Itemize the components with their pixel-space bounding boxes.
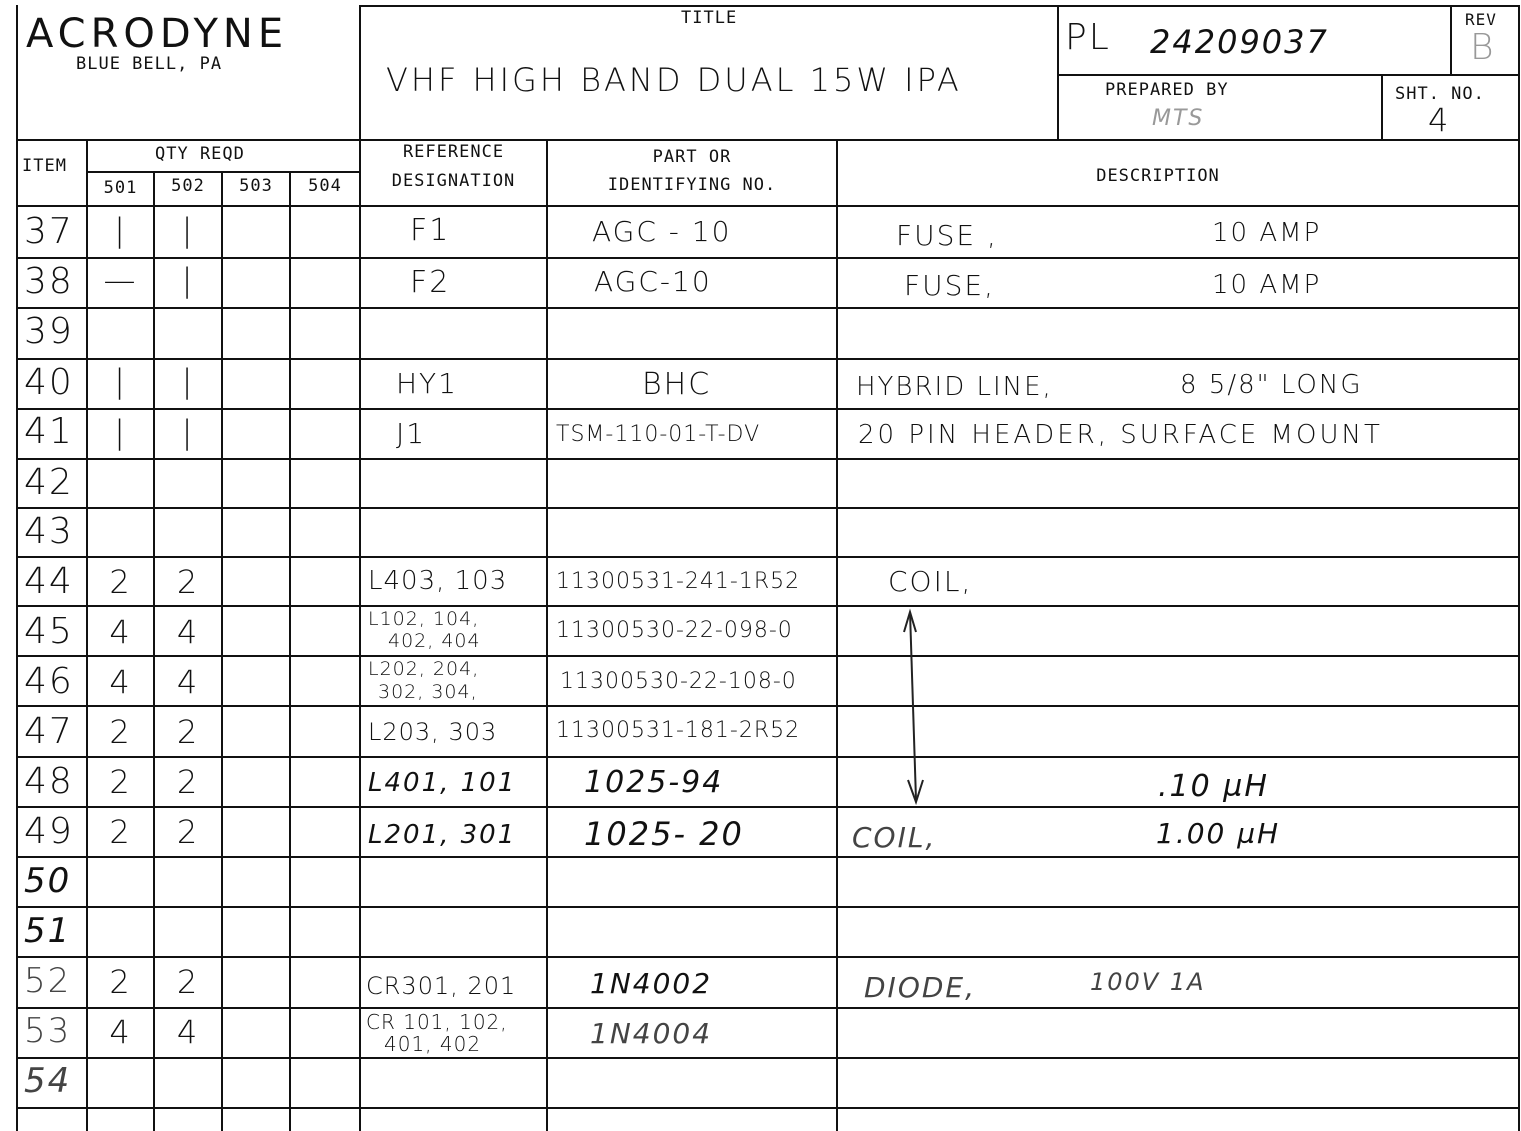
reference-designation: L201, 301 <box>368 820 517 850</box>
qty-501: 2 <box>109 813 132 851</box>
reference-designation-cont: 402, 404 <box>388 630 481 652</box>
qty-501: 2 <box>109 713 132 751</box>
item-number: 53 <box>24 1011 72 1051</box>
item-number: 40 <box>24 362 74 403</box>
qty-502: 2 <box>176 763 200 801</box>
description-detail: 10 AMP <box>1212 270 1322 300</box>
part-list-number: 24209037 <box>1150 23 1329 61</box>
part-number: 11300530-22-098-0 <box>556 618 793 643</box>
part-number: BHC <box>642 367 712 402</box>
col-ref-header-1: REFERENCE <box>402 142 505 162</box>
reference-designation-cont: 401, 402 <box>384 1032 482 1056</box>
col-description-header: DESCRIPTION <box>1096 166 1220 186</box>
row-line <box>16 1007 1519 1009</box>
qty-502: 2 <box>176 813 200 851</box>
row-line <box>16 856 1519 858</box>
part-number: 11300531-181-2R52 <box>556 718 801 743</box>
item-number: 42 <box>24 462 74 503</box>
item-number: 44 <box>24 561 74 602</box>
qty-501: 4 <box>109 1013 132 1051</box>
item-number: 46 <box>24 661 74 702</box>
sheet-number: 4 <box>1428 101 1451 139</box>
part-list-prefix: PL <box>1065 17 1111 58</box>
qty-502: 2 <box>176 963 200 1001</box>
item-number: 48 <box>24 761 74 802</box>
item-number: 38 <box>24 261 74 302</box>
qty-502: 2 <box>176 563 200 601</box>
row-line <box>16 358 1519 360</box>
row-line <box>16 1107 1519 1109</box>
reference-designation: L401, 101 <box>368 768 517 798</box>
qty-502: 2 <box>176 713 200 751</box>
item-number: 45 <box>24 611 74 652</box>
reference-designation: F2 <box>410 265 451 300</box>
ditto-arrow <box>896 608 936 808</box>
reference-designation-cont: 302, 304, <box>378 681 478 703</box>
qty-header-divider <box>86 171 359 173</box>
col-qty-504: 504 <box>308 176 342 196</box>
divider-pl-prepared <box>1057 74 1519 76</box>
reference-designation: L403, 103 <box>368 566 508 596</box>
qty-501: 2 <box>109 763 132 801</box>
reference-designation: CR 101, 102, <box>366 1010 508 1034</box>
row-line <box>16 605 1519 607</box>
description: HYBRID LINE, <box>856 372 1053 402</box>
col-qty-header: QTY REQD <box>155 144 245 164</box>
col-part-header-2: IDENTIFYING NO. <box>607 175 777 195</box>
divider-prepared-sheet <box>1381 76 1383 141</box>
qty-502: 4 <box>176 1013 200 1051</box>
item-number: 47 <box>24 711 74 752</box>
col-line-503 <box>289 172 291 1131</box>
reference-designation: F1 <box>410 213 451 248</box>
reference-designation: HY1 <box>396 367 458 400</box>
description-detail: 100V 1A <box>1090 968 1206 996</box>
qty-501: | <box>114 362 127 400</box>
description: COIL, <box>852 821 937 854</box>
qty-501: | <box>114 211 127 249</box>
qty-501: 2 <box>109 963 132 1001</box>
border-left <box>16 5 18 1131</box>
row-line <box>16 705 1519 707</box>
col-part-header-1: PART OR <box>652 147 732 167</box>
col-line-part <box>836 139 838 1131</box>
col-qty-502: 502 <box>171 176 205 196</box>
item-number: 41 <box>24 411 74 452</box>
description: FUSE , <box>896 219 998 252</box>
reference-designation: J1 <box>396 417 427 450</box>
col-qty-503: 503 <box>239 176 273 196</box>
description: FUSE, <box>904 269 995 302</box>
reference-designation: L202, 204, <box>368 658 480 680</box>
qty-502: | <box>181 261 195 299</box>
reference-designation: L203, 303 <box>368 718 498 746</box>
item-number: 49 <box>24 811 74 852</box>
item-number: 54 <box>24 1061 72 1101</box>
part-number: 1N4002 <box>590 967 713 1000</box>
description: 20 PIN HEADER, SURFACE MOUNT <box>858 420 1383 450</box>
row-line <box>16 655 1519 657</box>
drawing-title: VHF HIGH BAND DUAL 15W IPA <box>386 61 962 99</box>
divider-pl-rev <box>1450 5 1452 75</box>
description: COIL, <box>888 565 973 598</box>
qty-502: | <box>181 413 195 451</box>
row-line <box>16 756 1519 758</box>
sheet-label: SHT. NO. <box>1395 84 1485 104</box>
row-line <box>16 1057 1519 1059</box>
description-detail: 1.00 µH <box>1156 817 1281 850</box>
divider-header-columns <box>16 139 1519 141</box>
part-number: 1025- 20 <box>584 815 744 853</box>
prepared-by-label: PREPARED BY <box>1105 80 1229 100</box>
row-line <box>16 806 1519 808</box>
qty-501: 4 <box>109 613 132 651</box>
item-number: 51 <box>24 911 72 951</box>
col-ref-header-2: DESIGNATION <box>391 171 516 191</box>
col-qty-501: 501 <box>103 178 138 198</box>
qty-501: — <box>103 261 138 299</box>
company-name: ACRODYNE <box>26 11 289 57</box>
item-number: 50 <box>24 861 72 901</box>
col-line-ref <box>546 139 548 1131</box>
part-number: 11300531-241-1R52 <box>556 569 801 594</box>
part-number: AGC - 10 <box>592 215 732 248</box>
divider-title-pl <box>1057 5 1059 141</box>
border-right <box>1518 5 1520 1131</box>
item-number: 39 <box>24 311 74 352</box>
part-number: 1025-94 <box>584 765 724 800</box>
rev-label: REV <box>1465 10 1497 29</box>
col-line-502 <box>221 172 223 1131</box>
reference-designation: CR301, 201 <box>366 972 517 1000</box>
row-line <box>16 906 1519 908</box>
qty-502: | <box>181 211 195 249</box>
qty-501: 2 <box>109 563 132 601</box>
row-line <box>16 507 1519 509</box>
row-line <box>16 408 1519 410</box>
qty-502: | <box>181 362 195 400</box>
part-number: 11300530-22-108-0 <box>560 669 797 694</box>
row-line <box>16 307 1519 309</box>
description-detail: 10 AMP <box>1212 218 1322 248</box>
item-number: 43 <box>24 511 74 552</box>
row-line <box>16 956 1519 958</box>
qty-502: 4 <box>176 663 200 701</box>
reference-designation: L102, 104, <box>368 608 480 630</box>
description: DIODE, <box>864 971 977 1004</box>
description-detail: 8 5/8" LONG <box>1180 370 1363 400</box>
row-line <box>16 257 1519 259</box>
qty-501: | <box>114 413 127 451</box>
item-number: 37 <box>24 211 74 252</box>
row-line <box>16 556 1519 558</box>
border-top <box>359 5 1519 7</box>
part-number: TSM-110-01-T-DV <box>556 422 761 447</box>
part-number: 1N4004 <box>590 1017 713 1050</box>
qty-502: 4 <box>176 613 200 651</box>
company-location: BLUE BELL, PA <box>76 54 223 74</box>
part-number: AGC-10 <box>594 265 712 298</box>
title-label: TITLE <box>681 8 738 28</box>
col-item-header: ITEM <box>22 156 67 176</box>
rev-value: B <box>1470 27 1496 68</box>
prepared-by-value: MTS <box>1152 106 1205 131</box>
divider-columns-body <box>16 205 1519 207</box>
row-line <box>16 458 1519 460</box>
description-detail: .10 µH <box>1158 769 1269 804</box>
qty-501: 4 <box>109 663 132 701</box>
item-number: 52 <box>24 961 72 1001</box>
